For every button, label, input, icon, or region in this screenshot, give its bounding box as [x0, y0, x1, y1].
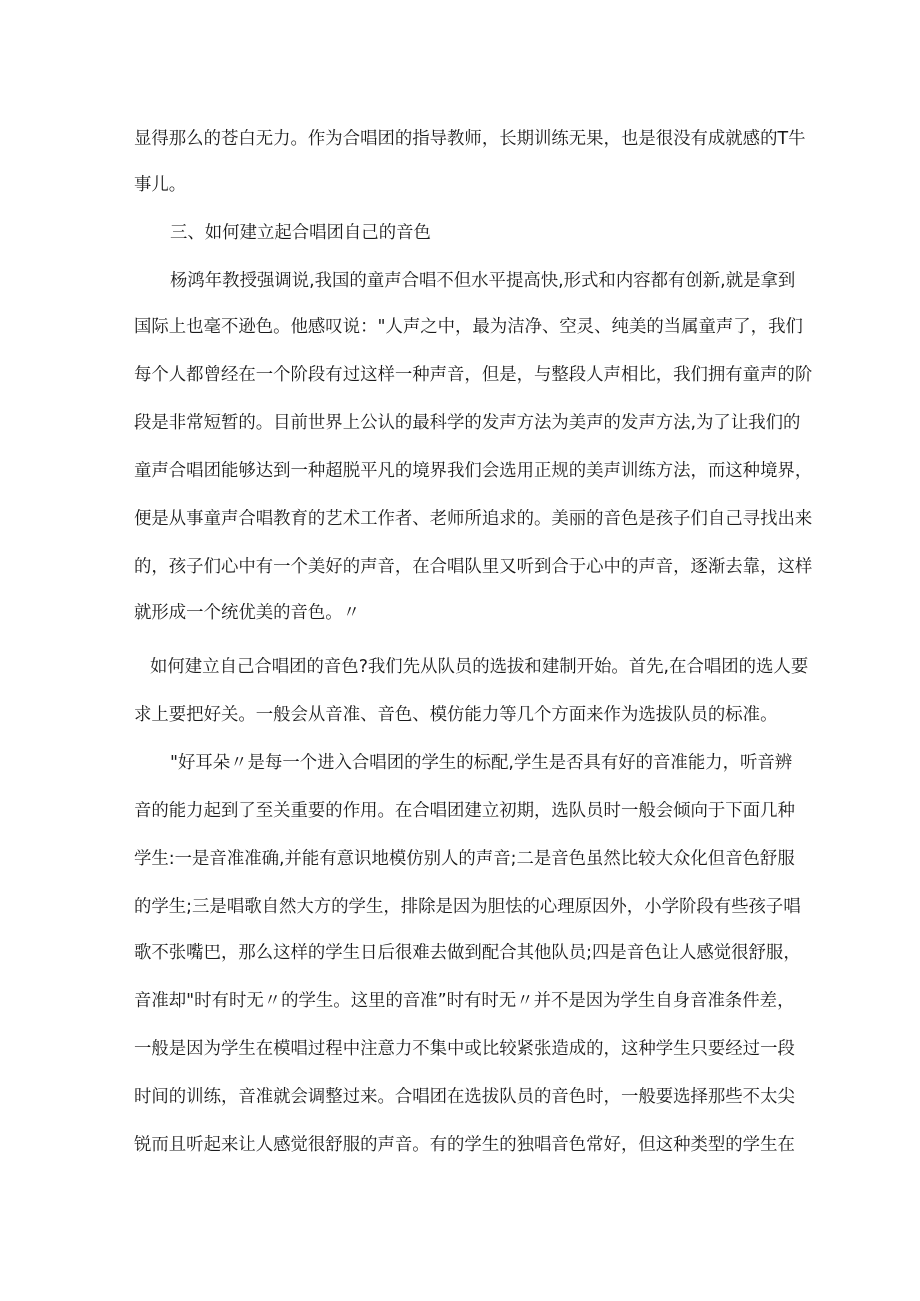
- paragraph-3-line-1: 如何建立自己合唱团的音色?我们先从队员的选拔和建制开始。首先,在合唱团的选人要: [150, 657, 809, 677]
- paragraph-2-line-7: 的，孩子们心中有一个美好的声音，在合唱队里又听到合于心中的声音，逐渐去靠，这样: [134, 557, 813, 577]
- paragraph-4-line-7: 一般是因为学生在模唱过程中注意力不集中或比较紧张造成的，这种学生只要经过一段: [134, 1039, 795, 1059]
- paragraph-2-line-2: 国际上也毫不逊色。他感叹说："人声之中，最为洁净、空灵、纯美的当属童声了，我们: [134, 317, 803, 337]
- paragraph-4-line-1: "好耳朵〃是每一个进入合唱团的学生的标配,学生是否具有好的音准能力，听音辨: [170, 753, 793, 773]
- paragraph-1-line-1: 显得那么的苍白无力。作为合唱团的指导教师，长期训练无果，也是很没有成就感的T牛: [134, 129, 806, 149]
- paragraph-4-line-9: 锐而且听起来让人感觉很舒服的声音。有的学生的独唱音色常好，但这种类型的学生在: [134, 1135, 795, 1155]
- paragraph-2-line-6: 便是从事童声合唱教育的艺术工作者、老师所追求的。美丽的音色是孩子们自己寻找出来: [134, 509, 813, 529]
- paragraph-4-line-8: 时间的训练，音准就会调整过来。合唱团在选拔队员的音色时，一般要选择那些不太尖: [134, 1087, 795, 1107]
- paragraph-4-line-5: 歌不张嘴巴，那么这样的学生日后很难去做到配合其他队员;四是音色让人感觉很舒服，: [134, 943, 801, 963]
- paragraph-2-line-4: 段是非常短暂的。目前世界上公认的最科学的发声方法为美声的发声方法,为了让我们的: [134, 413, 801, 433]
- paragraph-3-line-2: 求上要把好关。一般会从音准、音色、模仿能力等几个方面来作为选拔队员的标准。: [134, 705, 778, 725]
- paragraph-4-line-2: 音的能力起到了至关重要的作用。在合唱团建立初期，选队员时一般会倾向于下面几种: [134, 801, 795, 821]
- paragraph-2-line-3: 每个人都曾经在一个阶段有过这样一种声音，但是，与整段人声相比，我们拥有童声的阶: [134, 365, 813, 385]
- paragraph-2-line-1: 杨鸿年教授强调说,我国的童声合唱不但水平提高快,形式和内容都有创新,就是拿到: [170, 271, 796, 291]
- paragraph-4-line-3: 学生:一是音准准确,并能有意识地模仿别人的声音;二是音色虽然比较大众化但音色舒服: [134, 849, 795, 869]
- paragraph-2-line-8: 就形成一个统优美的音色。〃: [134, 603, 361, 623]
- paragraph-4-line-6: 音准却"时有时无〃的学生。这里的音准”时有时无〃并不是因为学生自身音准条件差，: [134, 991, 795, 1011]
- paragraph-1-line-2: 事儿。: [134, 175, 187, 195]
- section-heading: 三、如何建立起合唱团自己的音色: [170, 223, 431, 243]
- paragraph-4-line-4: 的学生;三是唱歌自然大方的学生，排除是因为胆怯的心理原因外，小学阶段有些孩子唱: [134, 897, 801, 917]
- paragraph-2-line-5: 童声合唱团能够达到一种超脱平凡的境界我们会选用正规的美声训练方法，而这种境界，: [134, 461, 813, 481]
